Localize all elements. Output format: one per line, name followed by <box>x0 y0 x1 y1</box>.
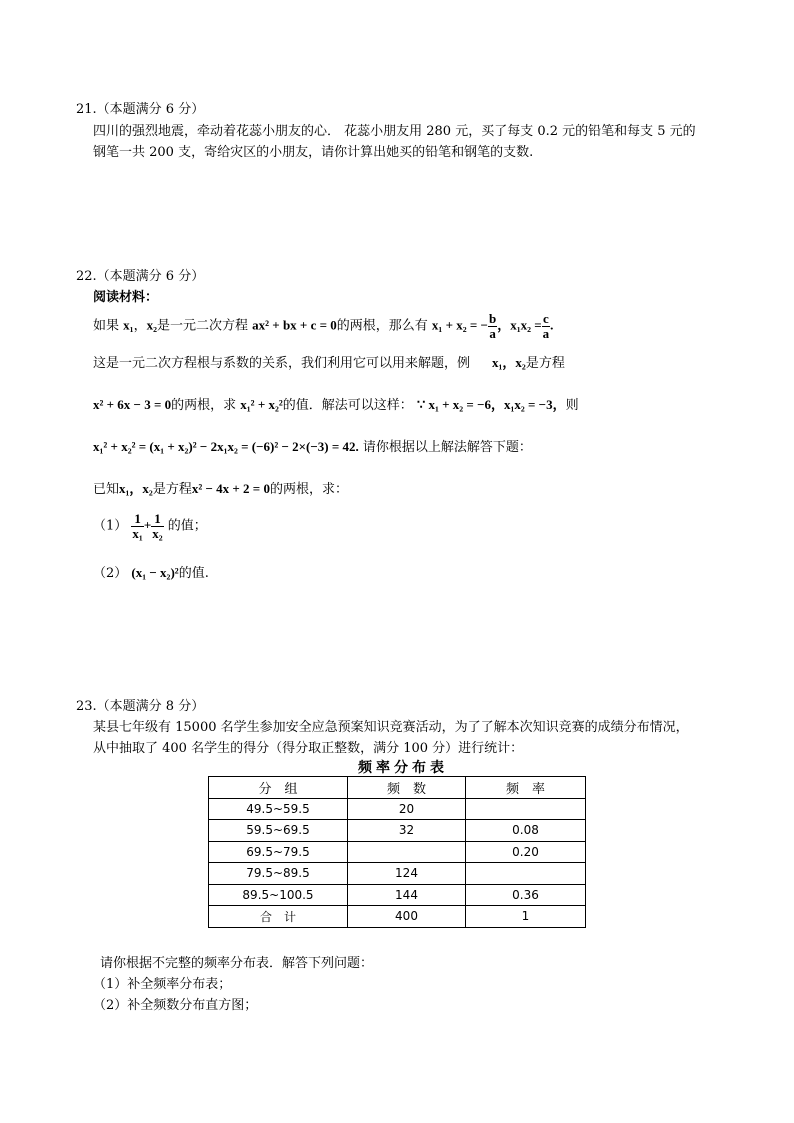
q21-line1: 四川的强烈地震，牵动着花蕊小朋友的心． 花蕊小朋友用 280 元，买了每支 0.2 元的铅笔和每支 5 元的 <box>93 124 696 139</box>
frac-b-den: a <box>489 325 496 341</box>
q22-p1-text3: 的两根，那么有 <box>336 318 428 334</box>
q22-p1-x2: x₂ <box>146 317 157 333</box>
cell-group: 79.5~89.5 <box>209 863 348 885</box>
q22-p3-text2: 的值．解法可以这样： <box>282 398 413 413</box>
q23-instruction: 请你根据不完整的频率分布表．解答下列问题： <box>100 956 374 971</box>
q22-reading-title: 阅读材料： <box>93 290 159 305</box>
cell-count: 144 <box>348 884 466 906</box>
q22-p3-expr: x₁² + x₂² <box>240 397 283 412</box>
q22-p3-text: 的两根，求 <box>171 398 237 413</box>
q22-p1-x1: x₁ <box>123 317 134 333</box>
q22-p1-end: . <box>550 317 554 333</box>
header-group: 分 组 <box>209 777 348 799</box>
q23-item-2: （2）补全频数分布直方图； <box>93 998 258 1013</box>
q22-p2-text: 这是一元二次方程根与系数的关系，我们利用它可以用来解题，例 <box>93 356 471 371</box>
header-frequency: 频 率 <box>466 777 586 799</box>
table-header-row <box>209 777 586 799</box>
fraction-c-over-a <box>542 311 554 341</box>
cell-frequency: 0.20 <box>466 841 586 863</box>
q22-p3-then: 则 <box>565 398 579 413</box>
q22-p5-text3: 的两根，求： <box>269 482 348 497</box>
q22-paragraph-2 <box>93 352 565 371</box>
q22-paragraph-4 <box>93 436 532 455</box>
cell-group: 69.5~79.5 <box>209 841 348 863</box>
q22-p3-because: ∵ x₁ + x₂ = −6，x₁x₂ = −3， <box>416 397 566 412</box>
q22-s2-tail: 的值. <box>178 566 209 581</box>
fraction-1-over-x1 <box>131 512 143 540</box>
frac-c-den: a <box>542 325 550 341</box>
table-title: 频率分布表 <box>358 760 448 776</box>
table-row <box>209 798 586 820</box>
q23-line2: 从中抽取了 400 名学生的得分（得分取正整数，满分 100 分）进行统计： <box>93 741 524 756</box>
cell-count: 20 <box>348 798 466 820</box>
cell-count: 400 <box>348 906 466 928</box>
frac-1-num-2: 1 <box>151 512 163 527</box>
q22-p1-sum: x₁ + x₂ = − <box>431 317 488 333</box>
q23-item-1: （1）补全频率分布表； <box>93 977 232 992</box>
frac-1-num: 1 <box>131 512 143 527</box>
cell-frequency: 0.36 <box>466 884 586 906</box>
frac-c-num: c <box>543 311 549 326</box>
q23-header: 23.（本题满分 8 分） <box>76 699 205 714</box>
frequency-table <box>208 776 586 928</box>
q22-s1-label: （1） <box>93 518 128 534</box>
cell-frequency <box>466 798 586 820</box>
q22-p5-roots: x₁，x₂ <box>119 481 153 496</box>
q22-p1-text2: 是一元二次方程 <box>156 318 248 334</box>
q22-p2-end: 是方程 <box>525 356 565 371</box>
q22-s1-tail: 的值； <box>167 518 207 534</box>
q21-header: 21.（本题满分 6 分） <box>76 102 205 117</box>
cell-frequency <box>466 863 586 885</box>
q22-p1-text: 如果 <box>93 318 120 334</box>
q21-line2: 钢笔一共 200 支，寄给灾区的小朋友，请你计算出她买的铅笔和钢笔的支数. <box>93 145 534 160</box>
table-row <box>209 841 586 863</box>
q22-paragraph-1 <box>93 312 553 340</box>
cell-group: 89.5~100.5 <box>209 884 348 906</box>
cell-frequency: 0.08 <box>466 820 586 842</box>
fraction-1-over-x2 <box>151 512 163 540</box>
cell-group: 合 计 <box>209 906 348 928</box>
q22-p5-equation: x² − 4x + 2 = 0 <box>191 481 270 496</box>
q22-paragraph-3 <box>93 394 579 413</box>
frac-b-num: b <box>488 311 497 326</box>
q22-p1-equation: ax² + bx + c = 0 <box>252 317 337 333</box>
frac-x1-den: x₁ <box>132 525 143 541</box>
q22-subquestion-2 <box>93 562 209 581</box>
q22-p5-text2: 是方程 <box>152 482 192 497</box>
table-row <box>209 863 586 885</box>
q22-p1-comma: ， <box>133 318 147 334</box>
q22-p3-equation: x² + 6x − 3 = 0 <box>93 397 172 412</box>
cell-group: 59.5~69.5 <box>209 820 348 842</box>
cell-frequency: 1 <box>466 906 586 928</box>
q22-p5-text: 已知 <box>93 482 120 497</box>
q22-paragraph-5 <box>93 478 348 497</box>
cell-count: 32 <box>348 820 466 842</box>
cell-count: 124 <box>348 863 466 885</box>
table-total-row <box>209 906 586 928</box>
cell-group: 49.5~59.5 <box>209 798 348 820</box>
header-count: 频 数 <box>348 777 466 799</box>
cell-count <box>348 841 466 863</box>
q22-p2-roots: x₁，x₂ <box>492 355 526 370</box>
table-row <box>209 884 586 906</box>
table-row <box>209 820 586 842</box>
q22-s2-expr: (x₁ − x₂)² <box>131 565 179 580</box>
q22-p4-text: 请你根据以上解法解答下题： <box>362 440 532 455</box>
q22-p4-equation: x₁² + x₂² = (x₁ + x₂)² − 2x₁x₂ = (−6)² − 2×(−3) = 42. <box>93 439 359 454</box>
q22-p1-product: ，x₁x₂ = <box>497 317 542 333</box>
frac-x2-den: x₂ <box>152 525 163 541</box>
q23-line1: 某县七年级有 15000 名学生参加安全应急预案知识竞赛活动，为了了解本次知识竞赛的成绩分布情况， <box>93 720 689 735</box>
q22-s1-plus: + <box>143 517 152 533</box>
q22-header: 22.（本题满分 6 分） <box>76 269 205 284</box>
q22-subquestion-1 <box>93 512 207 540</box>
q22-s2-label: （2） <box>93 566 128 581</box>
fraction-b-over-a <box>488 312 497 340</box>
